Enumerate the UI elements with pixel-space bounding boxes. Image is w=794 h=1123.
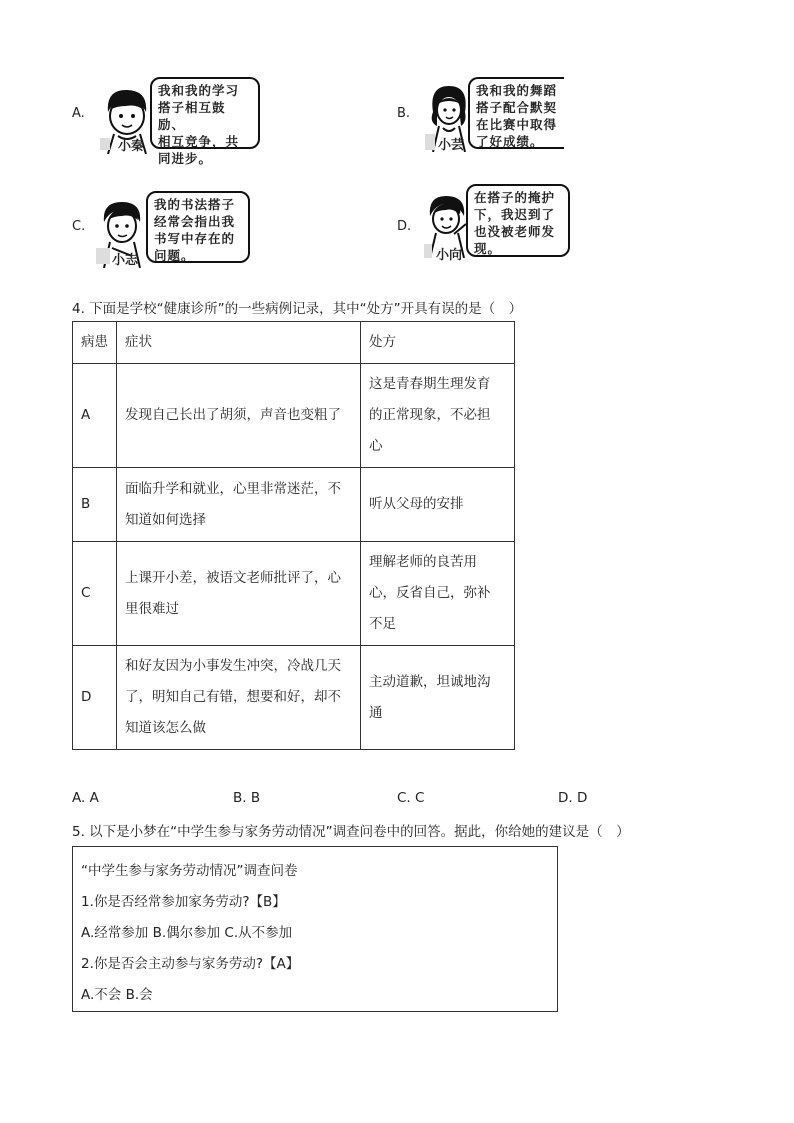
table-header-row (73, 322, 515, 364)
speech-bubble: 我和我的学习 搭子相互鼓励、 相互竞争，共 同进步。 (150, 77, 260, 149)
prescription-cell: 这是青春期生理发育 的正常现象，不必担 心 (361, 364, 515, 468)
prescription-cell: 主动道歉，坦诚地沟 通 (361, 646, 515, 750)
survey-line: A.不会 B.会 (81, 987, 153, 1003)
symptom-cell: 和好友因为小事发生冲突，冷战几天 了，明知自己有错，想要和好，却不 知道该怎么做 (117, 646, 361, 750)
question-5-stem: 5. 以下是小梦在“中学生参与家务劳动情况”调查问卷中的回答。据此，你给她的建议是（ ） (72, 824, 630, 840)
question-4-stem: 4. 下面是学校“健康诊所”的一些病例记录，其中“处方”开具有误的是（ ） (72, 301, 523, 317)
prescription-cell: 理解老师的良苦用 心，反省自己，弥补 不足 (361, 542, 515, 646)
survey-box (72, 846, 558, 1012)
answer-option-a[interactable]: A. A (72, 790, 99, 806)
answer-option-c[interactable]: C. C (397, 790, 425, 806)
table-row (73, 542, 515, 646)
prescription-cell: 听从父母的安排 (361, 468, 515, 542)
answer-option-d[interactable]: D. D (558, 790, 588, 806)
speech-bubble: 在搭子的掩护 下，我迟到了 也没被老师发 现。 (466, 184, 570, 257)
option-letter: B. (397, 106, 411, 121)
symptom-cell: 面临升学和就业，心里非常迷茫，不 知道如何选择 (117, 468, 361, 542)
table-header-cell: 病患 (73, 322, 117, 364)
character-name: 小秦 (118, 139, 145, 154)
character-name: 小志 (112, 253, 139, 268)
patient-cell: D (73, 646, 117, 750)
speech-bubble: 我的书法搭子 经常会指出我 书写中存在的 问题。 (146, 191, 250, 263)
survey-line: 1.你是否经常参加家务劳动?【B】 (81, 894, 286, 910)
case-record-table (72, 321, 515, 750)
symptom-cell: 发现自己长出了胡须，声音也变粗了 (117, 364, 361, 468)
table-row (73, 364, 515, 468)
survey-line: “中学生参与家务劳动情况”调查问卷 (81, 863, 298, 879)
character-name: 小芸 (438, 138, 465, 153)
speech-bubble: 我和我的舞蹈 搭子配合默契 在比赛中取得 了好成绩。 (468, 77, 564, 149)
symptom-cell: 上课开小差，被语文老师批评了，心 里很难过 (117, 542, 361, 646)
table-header-cell: 处方 (361, 322, 515, 364)
patient-cell: C (73, 542, 117, 646)
patient-cell: B (73, 468, 117, 542)
table-row (73, 646, 515, 750)
survey-line: 2.你是否会主动参与家务劳动?【A】 (81, 956, 300, 972)
table-header-cell: 症状 (117, 322, 361, 364)
option-letter: C. (72, 219, 86, 234)
answer-option-b[interactable]: B. B (233, 790, 261, 806)
character-name: 小向 (436, 248, 463, 263)
patient-cell: A (73, 364, 117, 468)
option-letter: D. (397, 219, 412, 234)
option-letter: A. (72, 106, 85, 121)
survey-line: A.经常参加 B.偶尔参加 C.从不参加 (81, 925, 293, 941)
table-row (73, 468, 515, 542)
